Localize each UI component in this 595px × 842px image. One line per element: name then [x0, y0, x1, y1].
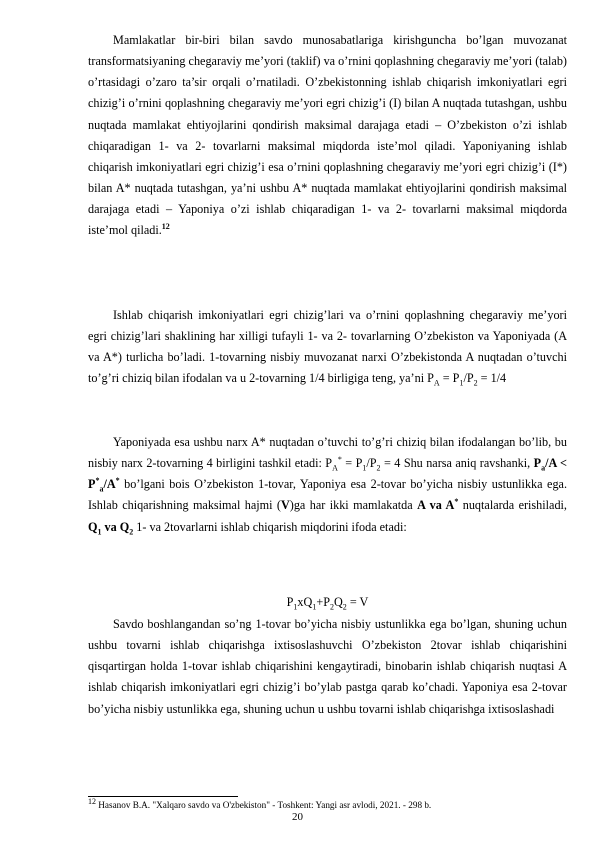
production-formula: $P_1xQ_1+P_2Q_2 = V$ — [286, 595, 369, 612]
footnote-text: Hasanov B.A. "Xalqaro savdo va O'zbekiston" - Toshkent: Yangi asr avlodi, 2021. - 298 b. — [96, 800, 432, 810]
paragraph-4: Savdo boshlangandan so’ng 1-tovar bo’yicha nisbiy ustunlikka ega bo’lgan, shuning uchun ushbu tovarni ishlab chiqarishga ixtisoslashuvchi O’zbekiston 2tovar ishlab chiqarishini qisqartirgan holda 1-tovar ishlab chiqarishini kengaytiradi, binobarin ishlab chiqarish nuqtasi A ishlab chiqarish imkoniyatlari egri chizig’i bo’ylab pastga qarab ko’chadi. Yaponiya esa 2-tovar bo’yicha nisbiy ustunlikka ega, shuning uchun u ushbu tovarni ishlab chiqarishga ixtisoslashadi — [88, 617, 567, 716]
footnote — [88, 796, 567, 811]
page-number: 20 — [292, 811, 303, 823]
paragraph-3: Yaponiyada esa ushbu narx A* nuqtadan o’tuvchi to’g’ri chiziq bilan ifodalangan bo’lib, bu nisbiy narx 2-tovarning 4 birligini tashkil etadi: $P_A^* = P_1/P_2 = 4$ Shu narsa aniq ravshanki, $P_a/A < P^*_a/A^*$ bo’lgani bois O’zbekiston 1-tovar, Yaponiya esa 2-tovar bo’yicha nisbiy ustunlikka ega. Ishlab chiqarishning maksimal hajmi (V)ga har ikki mamlakatda A va A* nuqtalarda erishiladi, $Q_1$ va $Q_2$ 1- va 2tovarlarni ishlab chiqarish miqdorini ifoda etadi: — [88, 435, 568, 537]
footnote-separator — [88, 796, 238, 797]
footnote-reference: 12 — [161, 222, 170, 232]
paragraph-1-text: Mamlakatlar bir-biri bilan savdo munosabatlariga kirishguncha bo’lgan muvozanat transformatsiyaning chegaraviy me’yori (taklif) va o’rnini qoplashning chegaraviy me’yori (talab) o’rtasidagi o’zaro ta’sir orqali o’rnatiladi. O’zbekistonning ishlab chiqarish imkoniyatlari egri chizig’i o’rnini qoplashning chegaraviy me’yori egri chizig’i (I) bilan A nuqtada tutashgan, ushbu nuqtada mamlakat ehtiyojlarini qondirish maksimal darajaga etadi – O’zbekiston o’zi ishlab chiqaradigan 1- va 2- tovarlarni maksimal miqdorda iste’mol qiladi. Yaponiyaning ishlab chiqarish imkoniyatlari egri chizig’i esa o’rnini qoplashning chegaraviy me’yori egri chizig’i (I*) bilan A* nuqtada tutashgan, ya’ni ushbu A* nuqtada mamlakat ehtiyojlarini qondirish maksimal darajaga etadi – Yaponiya o’zi ishlab chiqaradigan 1- va 2- tovarlarni maksimal miqdorda iste’mol qiladi. — [88, 33, 567, 238]
paragraph-2: Ishlab chiqarish imkoniyatlari egri chizig’lari va o’rnini qoplashning chegaraviy me’yori egri chizig’lari shaklining har xilligi tufayli 1- va 2- tovarlarning O’zbekiston va Yaponiyada (A va A*) turlicha bo’ladi. 1-tovarning nisbiy muvozanat narxi O’zbekistonda A nuqtadan o’tuvchi to’g’ri chiziq bilan ifodalan va u 2-tovarning 1/4 birligiga teng, ya’ni $P_A = P_1/P_2 = 1/4$ — [88, 308, 567, 388]
paragraph-1 — [88, 30, 567, 242]
footnote-number: 12 — [88, 796, 96, 806]
